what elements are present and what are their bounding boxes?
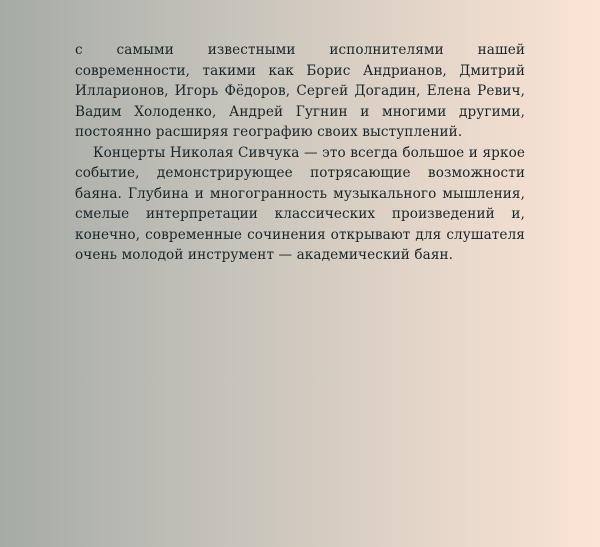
document-page	[75, 40, 525, 266]
paragraph-continuation: с самыми известными исполнителями нашей современности, такими как Борис Андрианов, Дмитрий Илларионов, Игорь Фёдоров, Сергей Догадин, Елена Ревич, Вадим Холоденко, Андрей Гугнин и многими другими, постоянно расширяя географию своих выступлений.	[75, 42, 525, 140]
paragraph-concerts: Концерты Николая Сивчука — это всегда большое и яркое событие, демонстрирующее потрясающие возможности баяна. Глубина и многогранность музыкального мышления, смелые интерпретации классических произведений и, конечно, современные сочинения открывают для слушателя очень молодой инструмент — академический баян.	[75, 144, 525, 263]
